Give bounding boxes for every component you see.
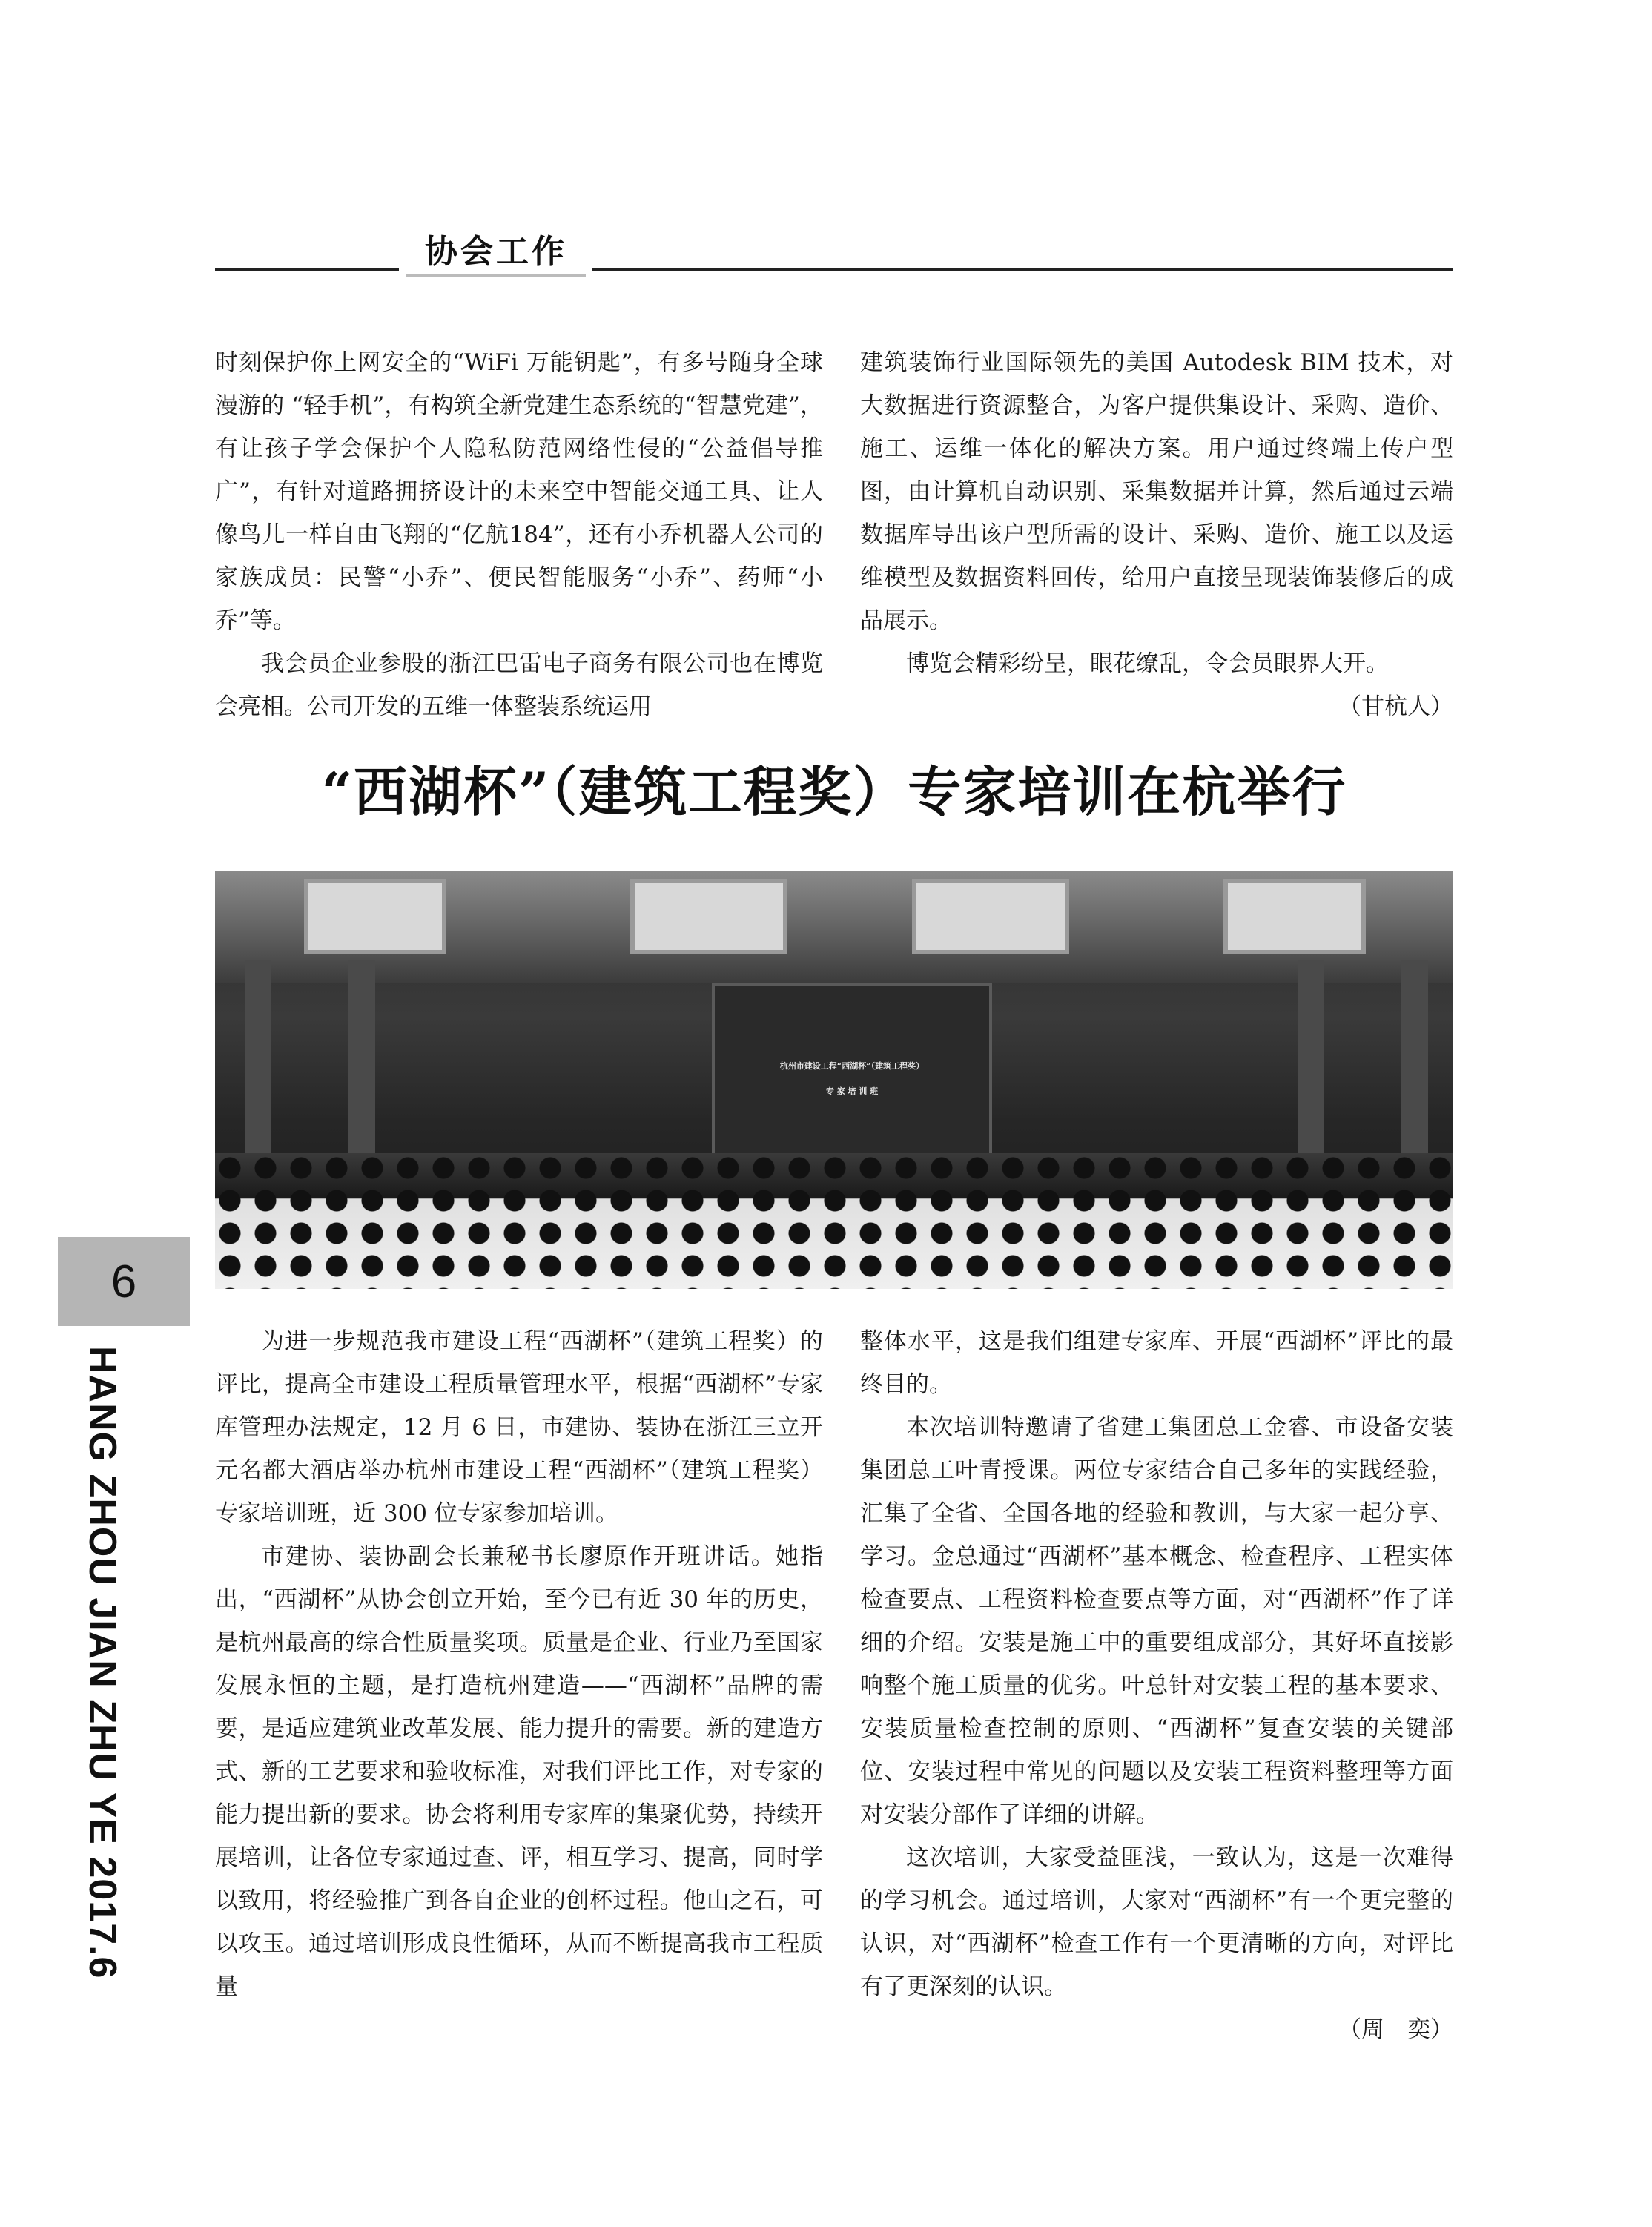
top-article-right-column <box>860 341 1453 728</box>
byline: （甘杭人） <box>1338 693 1453 720</box>
screen-caption-line1: 杭州市建设工程“西湖杯”（建筑工程奖） <box>779 1061 925 1071</box>
photo-wall-panel <box>1298 960 1324 1183</box>
paragraph: 市建协、装协副会长兼秘书长廖原作开班讲话。她指出，“西湖杯”从协会创立开始，至今已有近 30 年的历史，是杭州最高的综合性质量奖项。质量是企业、行业乃至国家发展永恒的主题，是打造杭州建造——“西湖杯”品牌的需要，是适应建筑业改革发展、能力提升的需要。新的建造方式、新的工艺要求和验收标准，对我们评比工作，对专家的能力提出新的要求。协会将利用专家库的集聚优势，持续开展培训，让各位专家通过查、评，相互学习、提高，同时学以致用，将经验推广到各自企业的创杯过程。他山之石，可以攻玉。通过培训形成良性循环，从而不断提高我市工程质量 <box>215 1543 823 2000</box>
paragraph: 整体水平，这是我们组建专家库、开展“西湖杯”评比的最终目的。 <box>860 1328 1453 1398</box>
paragraph: 我会员企业参股的浙江巴雷电子商务有限公司也在博览会亮相。公司开发的五维一体整装系统运用 <box>215 650 823 720</box>
paragraph: 博览会精彩纷呈，眼花缭乱，令会员眼界大开。 <box>906 650 1389 677</box>
section-title: 协会工作 <box>406 222 586 277</box>
photo-ceiling-light <box>630 879 787 954</box>
top-article-left-column <box>215 341 823 728</box>
paragraph: 建筑装饰行业国际领先的美国 Autodesk BIM 技术，对大数据进行资源整合，为客户提供集设计、采购、造价、施工、运维一体化的解决方案。用户通过终端上传户型图，由计算机自动识别、采集数据并计算，然后通过云端数据库导出该户型所需的设计、采购、造价、施工以及运维模型及数据资料回传，给用户直接呈现装饰装修后的成品展示。 <box>860 349 1453 634</box>
photo-wall-panel <box>1401 960 1428 1183</box>
journal-issue-label: HANG ZHOU JIAN ZHU YE 2017.6 <box>81 1346 124 1979</box>
photo-projection-screen <box>712 983 992 1174</box>
paragraph: 时刻保护你上网安全的“WiFi 万能钥匙”，有多号随身全球漫游的 “轻手机”，有构筑全新党建生态系统的“智慧党建”，有让孩子学会保护个人隐私防范网络性侵的“公益倡导推广”，有针对道路拥挤设计的未来空中智能交通工具、让人像鸟儿一样自由飞翔的“亿航184”，还有小乔机器人公司的家族成员：民警“小乔”、便民智能服务“小乔”、药师“小乔”等。 <box>215 349 823 634</box>
article-title: “西湖杯”（建筑工程奖）专家培训在杭举行 <box>321 760 1347 823</box>
photo-wall-panel <box>348 960 375 1183</box>
photo-ceiling-light <box>912 879 1069 954</box>
page-number: 6 <box>58 1237 190 1326</box>
paragraph: 本次培训特邀请了省建工集团总工金睿、市设备安装集团总工叶青授课。两位专家结合自己多年的实践经验，汇集了全省、全国各地的经验和教训，与大家一起分享、学习。金总通过“西湖杯”基本概念、检查程序、工程实体检查要点、工程资料检查要点等方面，对“西湖杯”作了详细的介绍。安装是施工中的重要组成部分，其好坏直接影响整个施工质量的优劣。叶总针对安装工程的基本要求、安装质量检查控制的原则、“西湖杯”复查安装的关键部位、安装过程中常见的问题以及安装工程资料整理等方面对安装分部作了详细的讲解。 <box>860 1414 1453 1828</box>
photo-ceiling-light <box>304 879 446 954</box>
byline: （周 奕） <box>1338 2016 1453 2043</box>
photo-ceiling-light <box>1223 879 1366 954</box>
main-article-right-column <box>860 1320 1453 2051</box>
paragraph: 为进一步规范我市建设工程“西湖杯”（建筑工程奖）的评比，提高全市建设工程质量管理水平，根据“西湖杯”专家库管理办法规定，12 月 6 日，市建协、装协在浙江三立开元名都大酒店举办杭州市建设工程“西湖杯”（建筑工程奖）专家培训班，近 300 位专家参加培训。 <box>215 1328 823 1527</box>
photo-audience <box>215 1153 1453 1289</box>
header-rule-left <box>215 268 399 271</box>
header-rule-right <box>592 268 1453 271</box>
main-article-left-column <box>215 1320 823 2008</box>
screen-caption-line2: 专 家 培 训 班 <box>825 1086 879 1096</box>
photo-wall-panel <box>245 960 271 1183</box>
paragraph: 这次培训，大家受益匪浅，一致认为，这是一次难得的学习机会。通过培训，大家对“西湖杯”有一个更完整的认识，对“西湖杯”检查工作有一个更清晰的方向，对评比有了更深刻的认识。 <box>860 1844 1453 2000</box>
training-hall-photo <box>215 871 1453 1289</box>
